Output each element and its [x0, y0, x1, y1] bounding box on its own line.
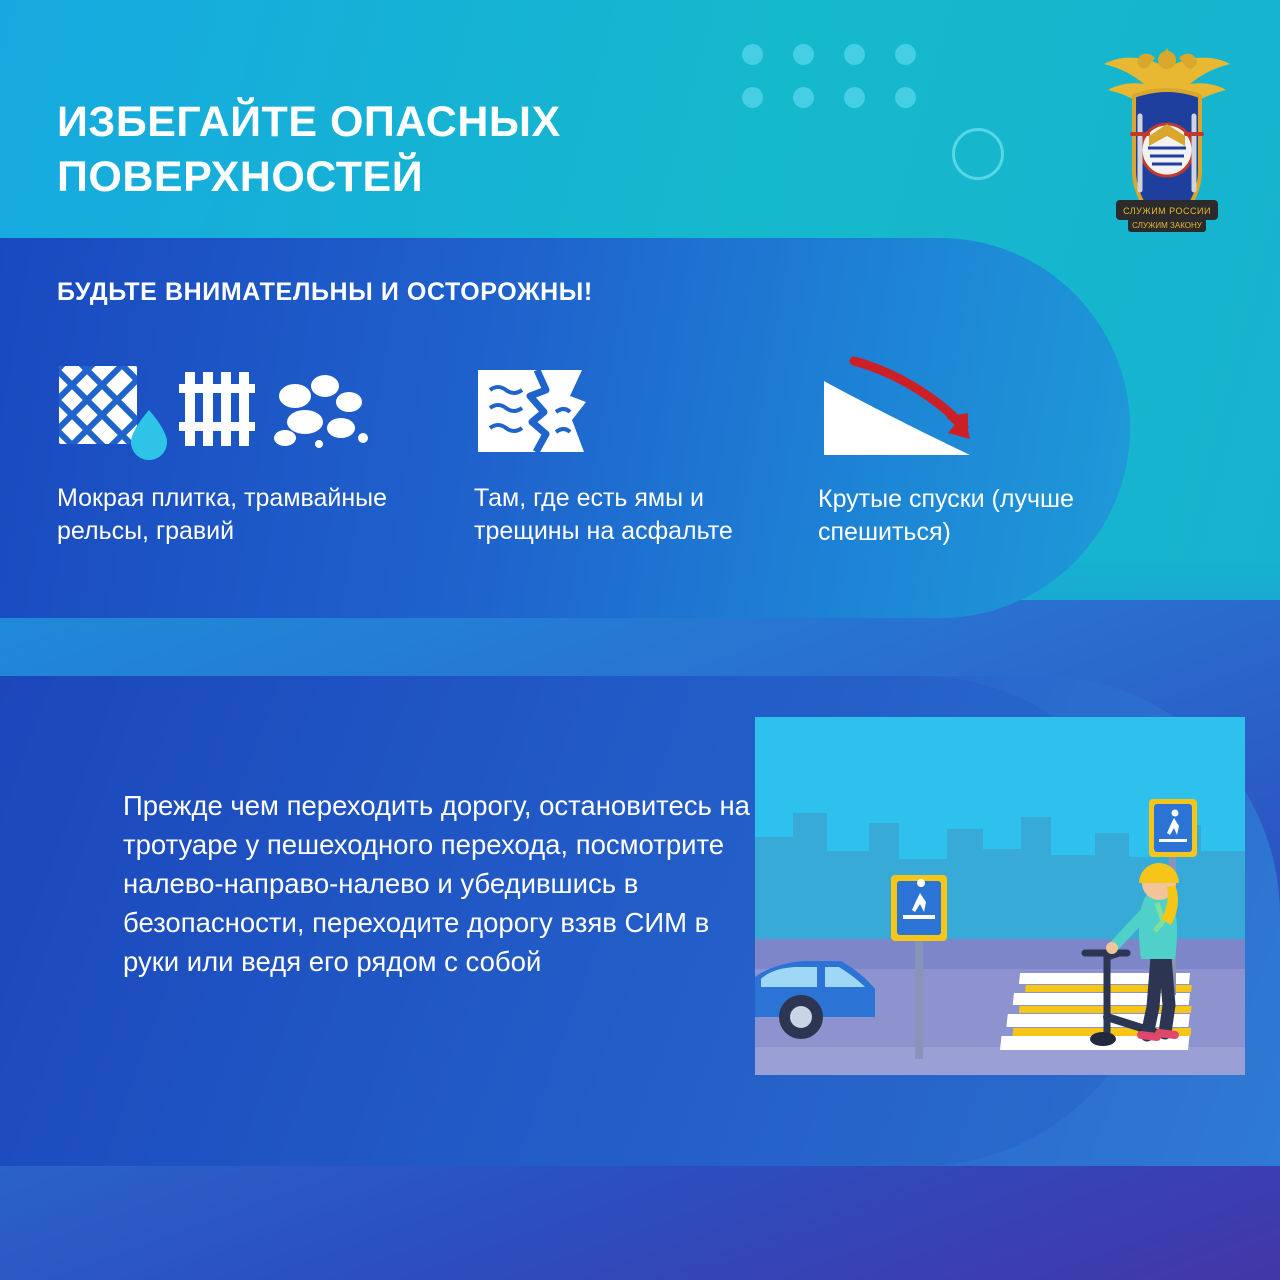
hazard-caption-1: Мокрая плитка, трамвайные рельсы, гравий	[57, 484, 388, 546]
hazard-icon-group-2	[474, 360, 764, 470]
hazard-caption-3: Крутые спуски (лучше спешиться)	[818, 485, 1074, 547]
hazard-item-cracked-asphalt	[474, 360, 764, 546]
hazard-caption-2: Там, где есть ямы и трещины на асфальте	[474, 484, 733, 546]
page-title: ИЗБЕГАЙТЕ ОПАСНЫХ ПОВЕРХНОСТЕЙ	[57, 98, 561, 202]
decorative-dots	[742, 38, 912, 118]
decorative-ring	[952, 128, 1004, 180]
hazards-subtitle: БУДЬТЕ ВНИМАТЕЛЬНЫ И ОСТОРОЖНЫ!	[57, 278, 593, 306]
hazard-icon-group-1	[57, 360, 437, 470]
crossing-instructions: Прежде чем переходить дорогу, остановитесь на тротуаре у пешеходного перехода, посмотрите налево-направо-налево и убедившись в безопасности, переходите дорогу взяв СИМ в руки или ведя его рядом с собой	[123, 790, 750, 978]
mvd-emblem	[1092, 38, 1242, 238]
svg-text:СЛУЖИМ РОССИИ: СЛУЖИМ РОССИИ	[1123, 206, 1211, 216]
wet-tile-tram-rails-gravel-icon	[57, 360, 377, 465]
hazard-item-steep-descent	[818, 355, 1118, 547]
cracked-asphalt-icon	[474, 360, 604, 465]
svg-text:СЛУЖИМ ЗАКОНУ: СЛУЖИМ ЗАКОНУ	[1132, 221, 1202, 230]
hazard-item-wet-tile	[57, 360, 437, 546]
pedestrian-crossing-scooter-illustration	[755, 717, 1245, 1075]
steep-descent-icon	[818, 355, 988, 485]
hazard-icon-group-3	[818, 355, 1118, 465]
